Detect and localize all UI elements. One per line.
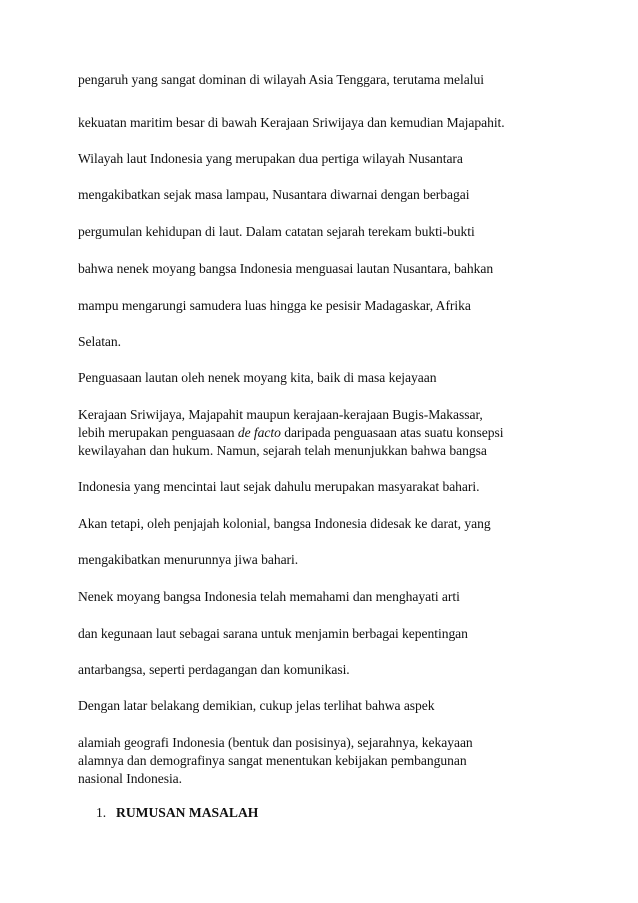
text-line: mengakibatkan sejak masa lampau, Nusantara diwarnai dengan berbagai [78,187,470,202]
text-line: alamiah geografi Indonesia (bentuk dan posisinya), sejarahnya, kekayaan [78,735,473,750]
text-line: Penguasaan lautan oleh nenek moyang kita, baik di masa kejayaan [78,370,437,385]
text-segment: daripada penguasaan atas suatu konsepsi [280,425,504,440]
text-line: pergumulan kehidupan di laut. Dalam catatan sejarah terekam bukti-bukti [78,224,475,239]
text-line: Dengan latar belakang demikian, cukup jelas terlihat bahwa aspek [78,698,435,713]
text-line-with-italic [78,425,503,441]
text-line: Indonesia yang mencintai laut sejak dahulu merupakan masyarakat bahari. [78,479,480,494]
text-line: kewilayahan dan hukum. Namun, sejarah telah menunjukkan bahwa bangsa [78,443,487,458]
text-line: bahwa nenek moyang bangsa Indonesia menguasai lautan Nusantara, bahkan [78,261,494,276]
text-line: dan kegunaan laut sebagai sarana untuk menjamin berbagai kepentingan [78,626,468,641]
text-line: Akan tetapi, oleh penjajah kolonial, bangsa Indonesia didesak ke darat, yang [78,516,491,531]
heading-title: RUMUSAN MASALAH [116,805,259,820]
text-line: Nenek moyang bangsa Indonesia telah memahami dan menghayati arti [78,589,460,604]
text-line: Selatan. [78,334,122,349]
text-line: mampu mengarungi samudera luas hingga ke pesisir Madagaskar, Afrika [78,298,471,313]
heading-number: 1. [96,805,107,820]
text-line: nasional Indonesia. [78,771,182,786]
text-segment: lebih merupakan penguasaan [78,425,238,440]
text-line: Wilayah laut Indonesia yang merupakan dua pertiga wilayah Nusantara [78,151,463,166]
text-line: Kerajaan Sriwijaya, Majapahit maupun kerajaan-kerajaan Bugis-Makassar, [78,407,483,422]
text-line: pengaruh yang sangat dominan di wilayah Asia Tenggara, terutama melalui [78,72,484,87]
text-line: alamnya dan demografinya sangat menentukan kebijakan pembangunan [78,753,467,768]
section-heading [96,805,258,821]
text-line: mengakibatkan menurunnya jiwa bahari. [78,552,299,567]
text-line: antarbangsa, seperti perdagangan dan komunikasi. [78,662,350,677]
text-line: kekuatan maritim besar di bawah Kerajaan Sriwijaya dan kemudian Majapahit. [78,115,505,130]
italic-phrase: de facto [237,425,281,440]
